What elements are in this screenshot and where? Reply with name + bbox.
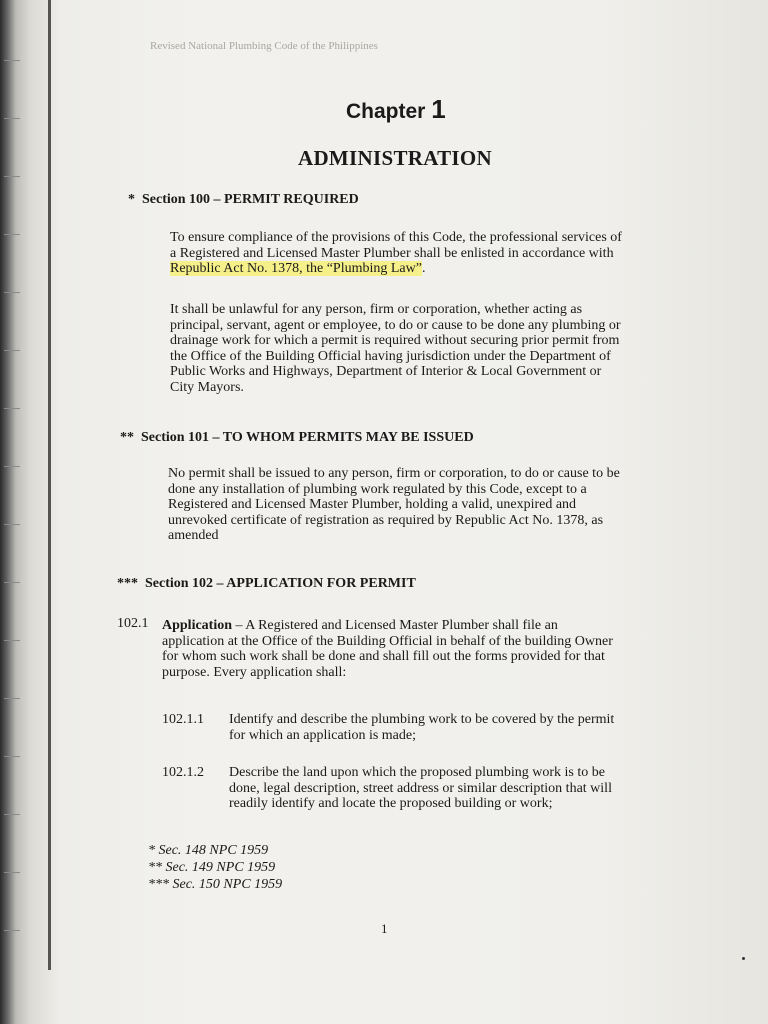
section-100-paragraph-2 bbox=[170, 302, 670, 396]
scan-edge-tick bbox=[4, 872, 20, 873]
text-line: for which an application is made; bbox=[229, 727, 416, 743]
item-102-1-text bbox=[162, 618, 662, 680]
scan-edge-tick bbox=[4, 756, 20, 757]
scan-speck bbox=[742, 957, 745, 960]
text-fragment: . bbox=[421, 261, 426, 277]
scan-edge-tick bbox=[4, 234, 20, 235]
footnote-marker: ** bbox=[120, 430, 134, 445]
text-line: To ensure compliance of the provisions of this Code, the professional services of bbox=[170, 230, 622, 245]
text-line bbox=[170, 261, 673, 277]
text-line: Registered and Licensed Master Plumber, holding a valid, unexpired and bbox=[168, 497, 577, 513]
scan-edge-tick bbox=[4, 698, 20, 699]
highlighted-text: Republic Act No. 1378, the “Plumbing Law” bbox=[170, 261, 422, 277]
scan-edge-tick bbox=[4, 118, 20, 119]
text-line: for whom such work shall be done and shall fill out the forms provided for that bbox=[162, 649, 605, 665]
text-fragment: – A Registered and Licensed Master Plumber shall file an bbox=[232, 618, 558, 633]
bold-lead: Application bbox=[162, 618, 233, 633]
running-head: Revised National Plumbing Code of the Philippines bbox=[150, 40, 378, 52]
scan-edge-tick bbox=[4, 466, 20, 467]
section-100-heading bbox=[128, 192, 359, 208]
scan-edge-tick bbox=[4, 524, 20, 525]
text-line: application at the Office of the Building Official in behalf of the building Owner bbox=[162, 633, 613, 649]
text-line: No permit shall be issued to any person, firm or corporation, to do or cause to be bbox=[168, 466, 620, 481]
scan-edge-tick bbox=[4, 350, 20, 351]
chapter-title: ADMINISTRATION bbox=[298, 146, 492, 170]
text-line: City Mayors. bbox=[170, 379, 244, 395]
scan-edge-tick bbox=[4, 292, 20, 293]
binding-shadow bbox=[48, 0, 51, 970]
footnote: *** Sec. 150 NPC 1959 bbox=[148, 877, 283, 892]
chapter-number: 1 bbox=[431, 94, 446, 124]
text-line: Public Works and Highways, Department of Interior & Local Government or bbox=[170, 364, 602, 380]
chapter-label: Chapter bbox=[346, 100, 426, 123]
item-102-1-1-number: 102.1.1 bbox=[162, 712, 204, 727]
section-101-heading bbox=[120, 430, 474, 446]
text-line: a Registered and Licensed Master Plumber shall be enlisted in accordance with bbox=[170, 245, 614, 261]
text-line: drainage work for which a permit is required without securing prior permit from bbox=[170, 333, 620, 349]
item-102-1-2-text bbox=[229, 765, 661, 812]
footnote: * Sec. 148 NPC 1959 bbox=[148, 843, 269, 858]
scan-edge-tick bbox=[4, 408, 20, 409]
text-line: done any installation of plumbing work regulated by this Code, except to a bbox=[168, 481, 587, 497]
text-line: readily identify and locate the proposed building or work; bbox=[229, 796, 553, 812]
scan-edge-tick bbox=[4, 814, 20, 815]
item-102-1-number: 102.1 bbox=[117, 616, 149, 631]
scan-edge-tick bbox=[4, 176, 20, 177]
text-line: Describe the land upon which the proposed plumbing work is to be bbox=[229, 765, 605, 780]
footnote-marker: *** bbox=[117, 576, 138, 591]
text-line: principal, servant, agent or employee, to do or cause to be done any plumbing or bbox=[170, 317, 621, 333]
page-number: 1 bbox=[381, 921, 388, 936]
section-100-paragraph-1 bbox=[170, 230, 673, 277]
text-line: purpose. Every application shall: bbox=[162, 664, 347, 680]
section-102-heading bbox=[117, 576, 416, 592]
section-101-title: Section 101 – TO WHOM PERMITS MAY BE ISSUED bbox=[141, 430, 474, 445]
item-102-1-2-number: 102.1.2 bbox=[162, 765, 204, 780]
chapter-heading bbox=[346, 94, 446, 125]
scan-edge-tick bbox=[4, 582, 20, 583]
text-line: done, legal description, street address or similar description that will bbox=[229, 780, 612, 796]
section-101-paragraph bbox=[168, 466, 665, 544]
text-line: Identify and describe the plumbing work to be covered by the permit bbox=[229, 712, 615, 727]
section-100-title: Section 100 – PERMIT REQUIRED bbox=[142, 192, 359, 207]
footnote-marker: * bbox=[128, 192, 135, 207]
scan-edge-tick bbox=[4, 930, 20, 931]
scan-edge-tick bbox=[4, 60, 20, 61]
scan-edge-tick bbox=[4, 640, 20, 641]
footnotes bbox=[148, 842, 282, 893]
text-line: unrevoked certificate of registration as required by Republic Act No. 1378, as bbox=[168, 512, 604, 528]
text-line: amended bbox=[168, 528, 219, 544]
footnote: ** Sec. 149 NPC 1959 bbox=[148, 860, 276, 875]
item-102-1-1-text bbox=[229, 712, 661, 743]
section-102-title: Section 102 – APPLICATION FOR PERMIT bbox=[145, 576, 416, 591]
text-line bbox=[162, 618, 662, 634]
text-line: the Office of the Building Official having jurisdiction under the Department of bbox=[170, 348, 611, 364]
text-line: It shall be unlawful for any person, firm or corporation, whether acting as bbox=[170, 302, 583, 317]
